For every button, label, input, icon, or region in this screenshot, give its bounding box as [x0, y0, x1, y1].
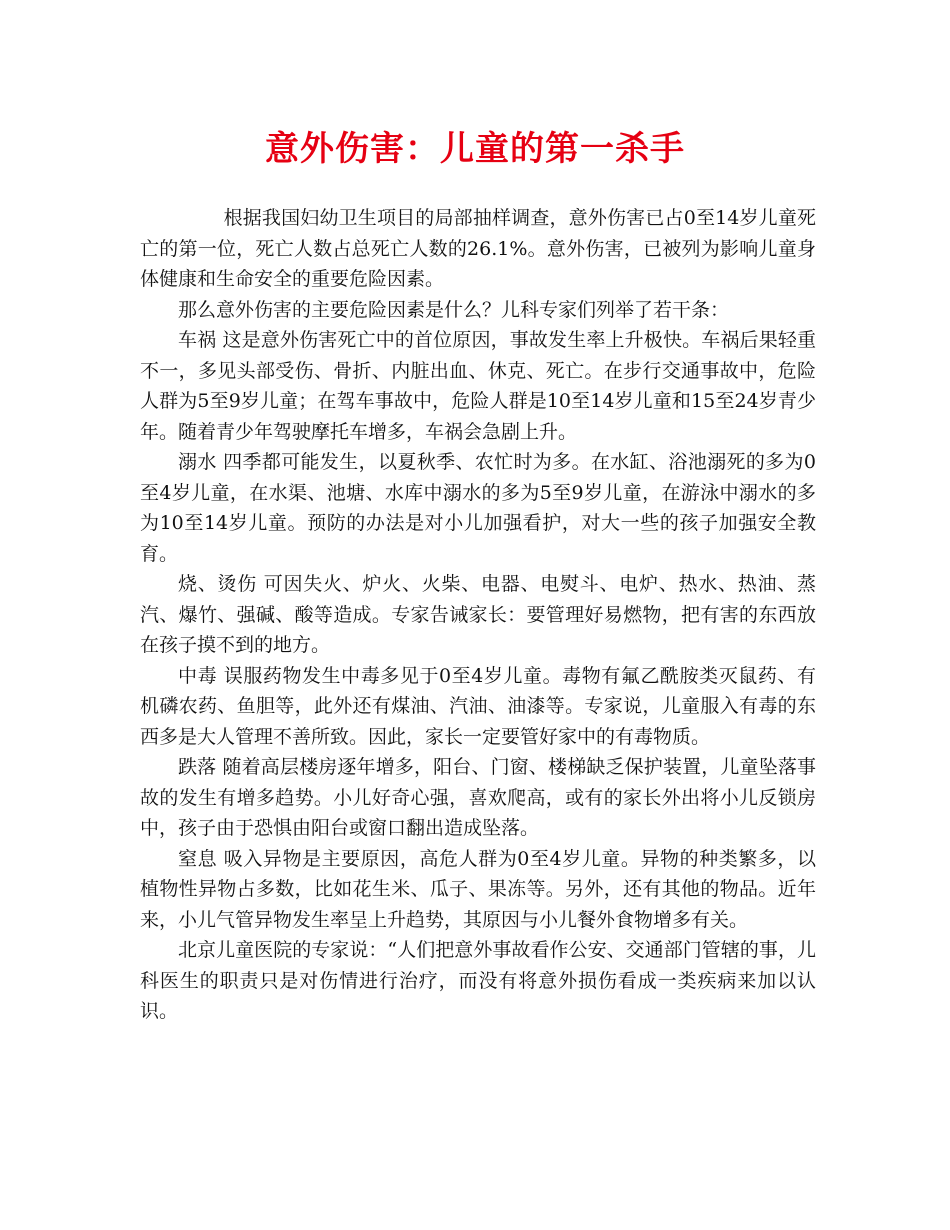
document-title: 意外伤害：儿童的第一杀手: [265, 129, 685, 169]
paragraph-traffic: 车祸 这是意外伤害死亡中的首位原因，事故发生率上升极快。车祸后果轻重不一，多见头部受伤、骨折、内脏出血、休克、死亡。在步行交通事故中，危险人群为5至9岁儿童；在驾车事故中，危险人群是10至14岁儿童和15至24岁青少年。随着青少年驾驶摩托车增多，车祸会急剧上升。: [140, 329, 816, 443]
paragraph-intro: 根据我国妇幼卫生项目的局部抽样调查，意外伤害已占0至14岁儿童死亡的第一位，死亡人数占总死亡人数的26.1%。意外伤害，已被列为影响儿童身体健康和生命安全的重要危险因素。: [140, 207, 816, 290]
paragraph-suffocation: 窒息 吸入异物是主要原因，高危人群为0至4岁儿童。异物的种类繁多，以植物性异物占多数，比如花生米、瓜子、果冻等。另外，还有其他的物品。近年来，小儿气管异物发生率呈上升趋势，其原因与小儿餐外食物增多有关。: [140, 847, 816, 931]
document-body: [140, 203, 816, 1027]
paragraph-poisoning: 中毒 误服药物发生中毒多见于0至4岁儿童。毒物有氟乙酰胺类灭鼠药、有机磷农药、鱼胆等，此外还有煤油、汽油、油漆等。专家说，儿童服入有毒的东西多是大人管理不善所致。因此，家长一定要管好家中的有毒物质。: [140, 664, 816, 748]
paragraph-question: 那么意外伤害的主要危险因素是什么？儿科专家们列举了若干条：: [178, 298, 730, 321]
paragraph-drowning: 溺水 四季都可能发生，以夏秋季、农忙时为多。在水缸、浴池溺死的多为0至4岁儿童，在水渠、池塘、水库中溺水的多为5至9岁儿童，在游泳中溺水的多为10至14岁儿童。预防的办法是对小儿加强看护，对大一些的孩子加强安全教育。: [140, 451, 816, 565]
paragraph-expert-quote: 北京儿童医院的专家说：“人们把意外事故看作公安、交通部门管辖的事，儿科医生的职责只是对伤情进行治疗，而没有将意外损伤看成一类疾病来加以认识。: [140, 939, 816, 1022]
paragraph-burns: 烧、烫伤 可因失火、炉火、火柴、电器、电熨斗、电炉、热水、热油、蒸汽、爆竹、强碱、酸等造成。专家告诫家长：要管理好易燃物，把有害的东西放在孩子摸不到的地方。: [140, 573, 816, 656]
paragraph-falls: 跌落 随着高层楼房逐年增多，阳台、门窗、楼梯缺乏保护装置，儿童坠落事故的发生有增多趋势。小儿好奇心强，喜欢爬高，或有的家长外出将小儿反锁房中，孩子由于恐惧由阳台或窗口翻出造成坠落。: [140, 756, 816, 839]
